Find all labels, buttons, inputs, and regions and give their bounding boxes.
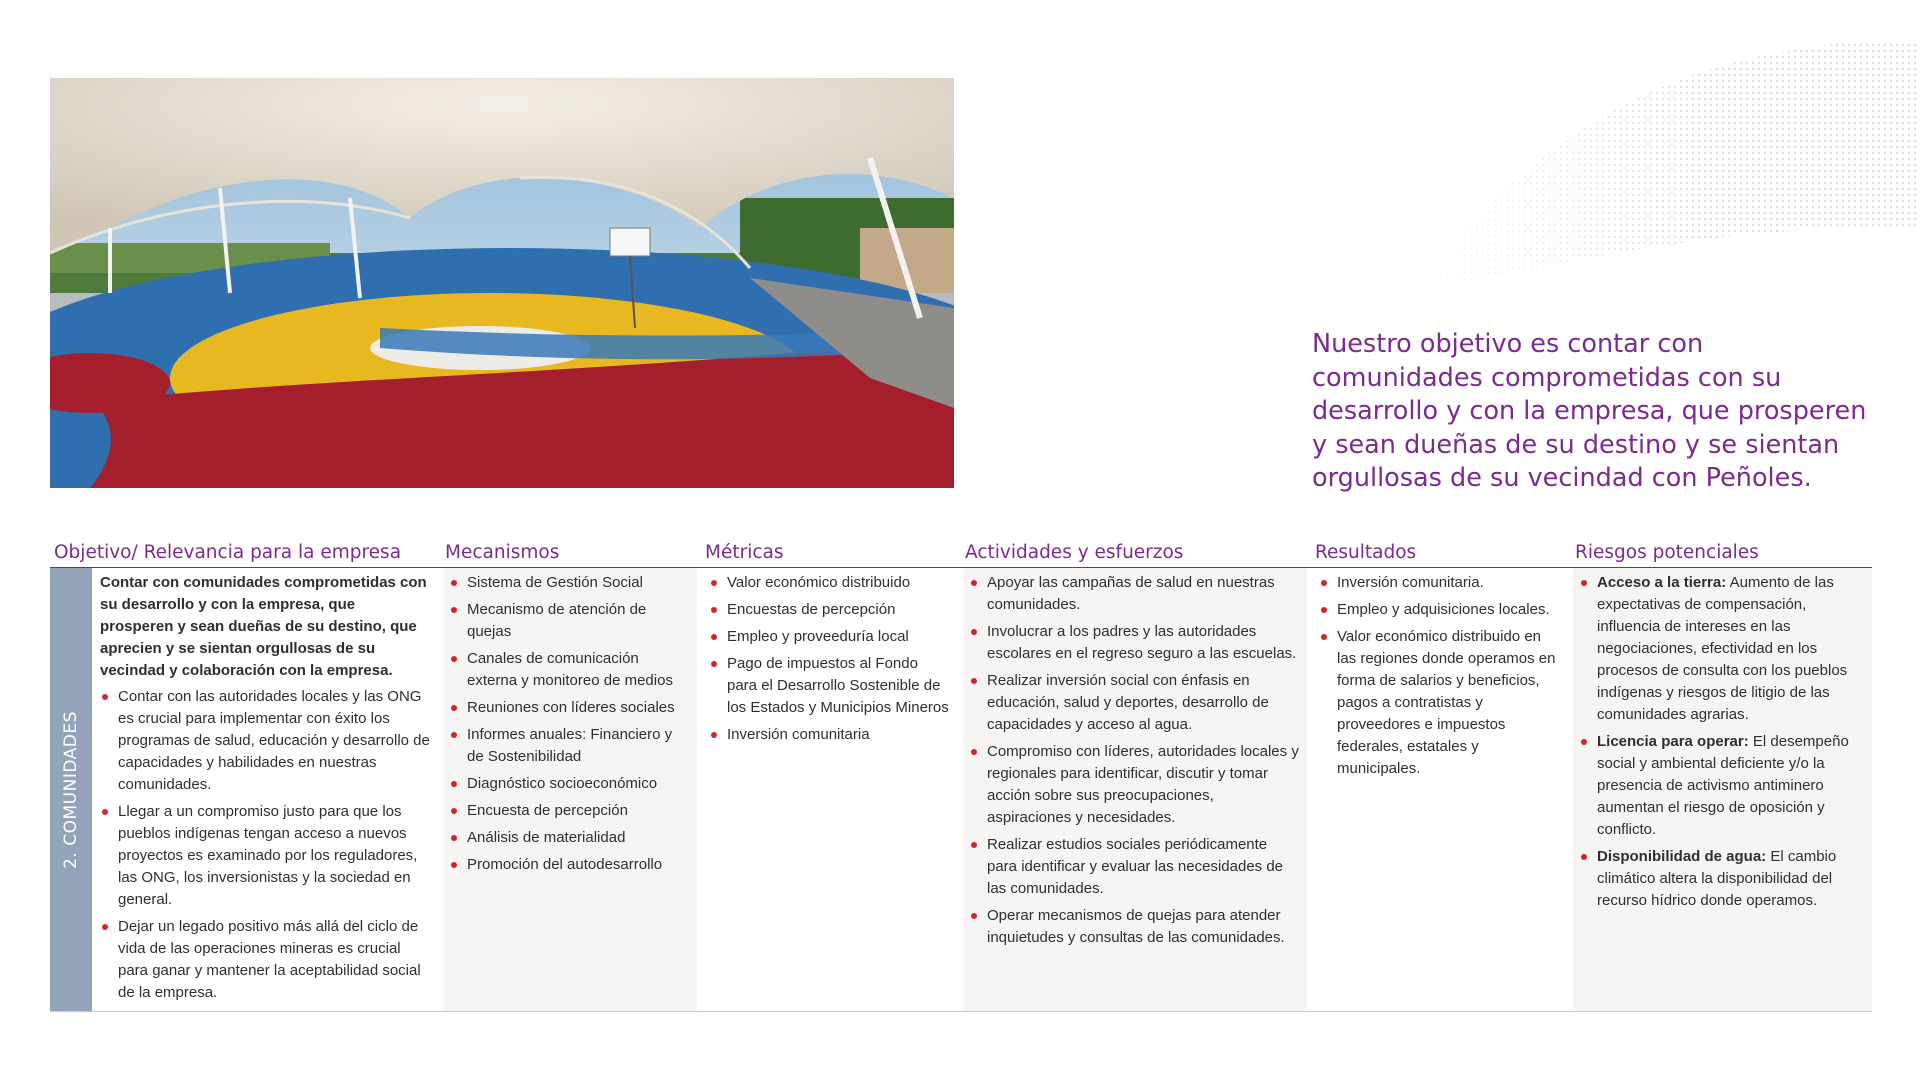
column-actividades xyxy=(963,568,1307,1011)
list-item: Análisis de materialidad xyxy=(449,827,691,849)
column-resultados xyxy=(1313,568,1567,1011)
list-item: Operar mecanismos de quejas para atender inquietudes y consultas de las comunidades. xyxy=(969,905,1301,949)
list-item: Sistema de Gestión Social xyxy=(449,572,691,594)
objetivo-lead: Contar con comunidades comprometidas con su desarrollo y con la empresa, que prosperen y sean dueñas de su destino, que aprecien y se sientan orgullosas de su vecindad y colaboración con la empresa. xyxy=(100,574,427,679)
objective-quote: Nuestro objetivo es contar con comunidades comprometidas con su desarrollo y con la empresa, que prosperen y sean dueñas de su destino y se sientan orgullosas de su vecindad con Peñoles. xyxy=(1312,329,1867,493)
list-item xyxy=(1579,572,1866,726)
objetivo-list xyxy=(100,686,431,1004)
header-objetivo: Objetivo/ Relevancia para la empresa xyxy=(54,542,402,563)
list-item: Involucrar a los padres y las autoridades escolares en el regreso seguro a las escuelas. xyxy=(969,621,1301,665)
column-objetivo xyxy=(92,568,437,1011)
section-sidebar xyxy=(50,568,92,1011)
table-body xyxy=(50,568,1872,1012)
list-item: Pago de impuestos al Fondo para el Desarrollo Sostenible de los Estados y Municipios Mineros xyxy=(709,653,951,719)
risk-text: El cambio climático altera la disponibilidad del recurso hídrico donde operamos. xyxy=(1597,848,1837,909)
communities-table xyxy=(50,540,1872,1012)
list-item: Diagnóstico socioeconómico xyxy=(449,773,691,795)
mecanismos-list xyxy=(449,572,691,876)
list-item: Canales de comunicación externa y monitoreo de medios xyxy=(449,648,691,692)
header-riesgos: Riesgos potenciales xyxy=(1575,542,1759,563)
risk-term: Licencia para operar: xyxy=(1597,733,1749,750)
list-item: Reuniones con líderes sociales xyxy=(449,697,691,719)
list-item: Llegar a un compromiso justo para que los pueblos indígenas tengan acceso a nuevos proyectos es examinado por los reguladores, las ONG, los inversionistas y la sociedad en general. xyxy=(100,801,431,911)
list-item xyxy=(1579,731,1866,841)
header-actividades: Actividades y esfuerzos xyxy=(965,542,1184,563)
list-item: Inversión comunitaria. xyxy=(1319,572,1561,594)
risk-text: El desempeño social y ambiental deficiente y/o la presencia de activismo antiminero aumentan el riesgo de oposición y conflicto. xyxy=(1597,733,1849,838)
list-item: Apoyar las campañas de salud en nuestras comunidades. xyxy=(969,572,1301,616)
header-metricas: Métricas xyxy=(705,542,784,563)
list-item: Encuestas de percepción xyxy=(709,599,951,621)
list-item: Valor económico distribuido en las regiones donde operamos en forma de salarios y beneficios, pagos a contratistas y proveedores e impuestos federales, estatales y municipales. xyxy=(1319,626,1561,780)
list-item: Informes anuales: Financiero y de Sostenibilidad xyxy=(449,724,691,768)
list-item: Valor económico distribuido xyxy=(709,572,951,594)
list-item: Promoción del autodesarrollo xyxy=(449,854,691,876)
list-item: Dejar un legado positivo más allá del ciclo de vida de las operaciones mineras es crucial para ganar y mantener la aceptabilidad social de la empresa. xyxy=(100,916,431,1004)
column-metricas xyxy=(703,568,957,1011)
list-item: Encuesta de percepción xyxy=(449,800,691,822)
decorative-swoosh xyxy=(1360,30,1920,320)
court-photo xyxy=(50,78,954,488)
metricas-list xyxy=(709,572,951,746)
list-item: Contar con las autoridades locales y las ONG es crucial para implementar con éxito los programas de salud, educación y desarrollo de capacidades y habilidades en nuestras comunidades. xyxy=(100,686,431,796)
risk-term: Acceso a la tierra: xyxy=(1597,574,1727,591)
list-item: Mecanismo de atención de quejas xyxy=(449,599,691,643)
resultados-list xyxy=(1319,572,1561,780)
list-item: Realizar estudios sociales periódicamente para identificar y evaluar las necesidades de las comunidades. xyxy=(969,834,1301,900)
list-item: Realizar inversión social con énfasis en educación, salud y deportes, desarrollo de capacidades y acceso al agua. xyxy=(969,670,1301,736)
riesgos-list xyxy=(1579,572,1866,912)
column-riesgos xyxy=(1573,568,1872,1011)
risk-text: Aumento de las expectativas de compensación, influencia de intereses en las negociaciones, efectividad en los procesos de consulta con los pueblos indígenas y riesgos de litigio de las comunidades agrarias. xyxy=(1597,574,1848,723)
header-resultados: Resultados xyxy=(1315,542,1417,563)
list-item xyxy=(1579,846,1866,912)
list-item: Empleo y proveeduría local xyxy=(709,626,951,648)
actividades-list xyxy=(969,572,1301,949)
list-item: Empleo y adquisiciones locales. xyxy=(1319,599,1561,621)
list-item: Inversión comunitaria xyxy=(709,724,951,746)
column-mecanismos xyxy=(443,568,697,1011)
list-item: Compromiso con líderes, autoridades locales y regionales para identificar, discutir y tomar acción sobre sus preocupaciones, aspiraciones y necesidades. xyxy=(969,741,1301,829)
risk-term: Disponibilidad de agua: xyxy=(1597,848,1767,865)
section-label: 2. COMUNIDADES xyxy=(61,710,81,869)
table-header-row xyxy=(50,540,1872,568)
header-mecanismos: Mecanismos xyxy=(445,542,560,563)
